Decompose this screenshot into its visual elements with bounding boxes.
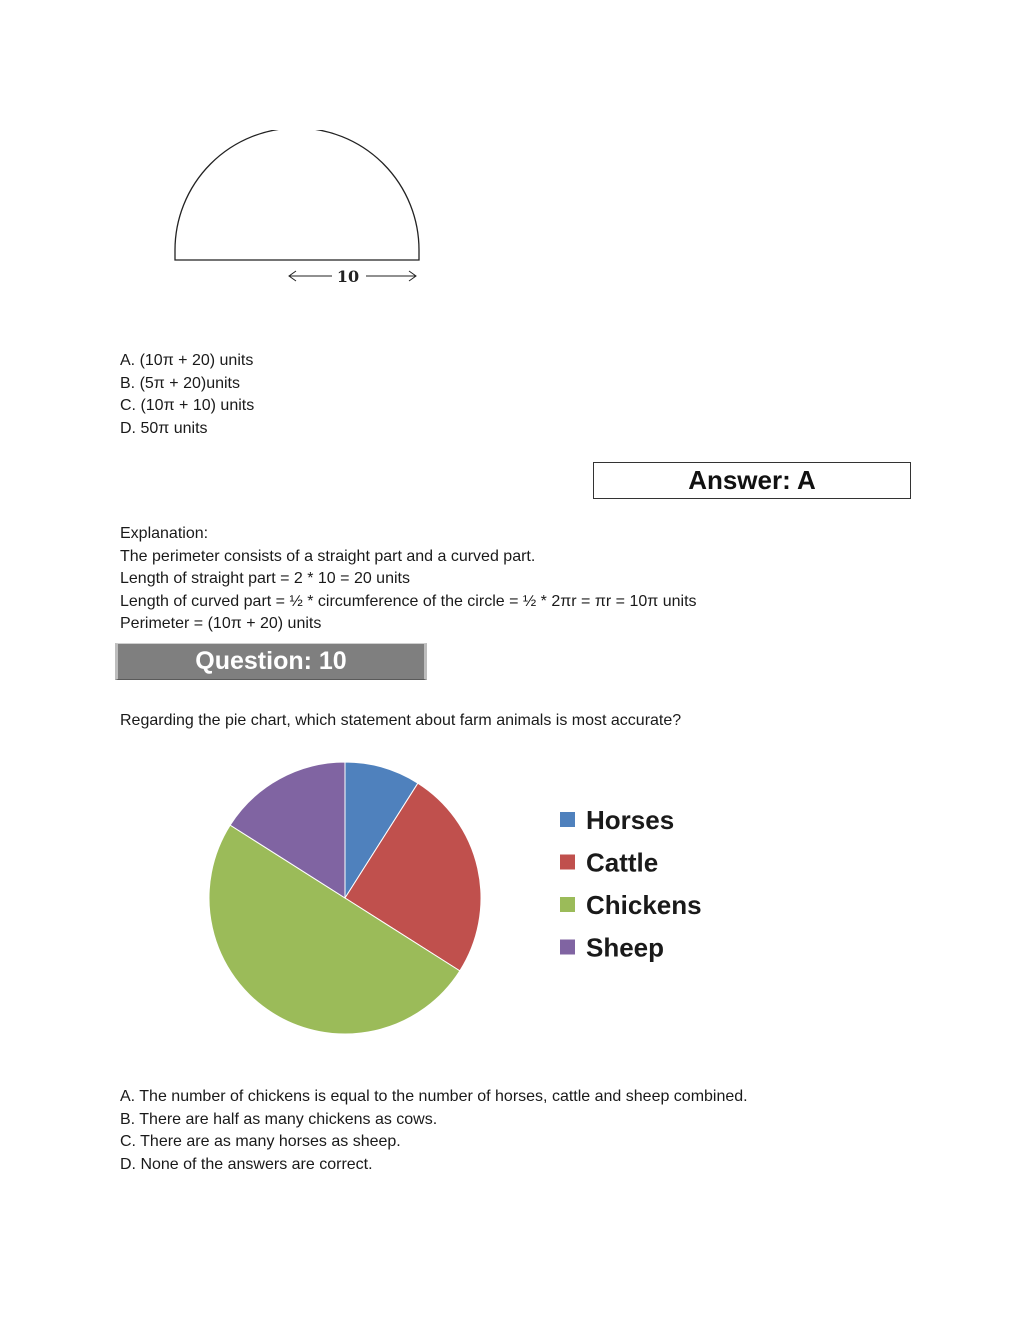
pie-slices (209, 762, 481, 1034)
legend-label-cattle: Cattle (586, 847, 659, 878)
explanation-heading: Explanation: (120, 525, 209, 542)
option-c: C. There are as many horses as sheep. (120, 1133, 401, 1150)
pie-legend (560, 805, 702, 963)
legend-label-horses: Horses (586, 805, 675, 835)
question-text: Regarding the pie chart, which statement about farm animals is most accurate? (120, 712, 682, 729)
explanation-line: Length of curved part = ½ * circumference of the circle = ½ * 2πr = πr = 10π units (120, 592, 697, 610)
legend-swatch-chickens (560, 897, 575, 912)
diameter-label: 10 (336, 267, 360, 286)
option-d: D. 50π units (120, 419, 208, 437)
explanation (120, 523, 697, 636)
answer-box (593, 462, 911, 499)
option-b: B. (5π + 20)units (120, 374, 240, 392)
legend-swatch-cattle (560, 855, 575, 870)
answer-label: Answer: A (688, 465, 816, 495)
option-c: C. (10π + 10) units (120, 397, 255, 414)
question-title: Question: 10 (195, 647, 347, 675)
option-d: D. None of the answers are correct. (120, 1155, 373, 1173)
option-a: A. The number of chickens is equal to the number of horses, cattle and sheep combined. (120, 1088, 748, 1105)
explanation-line: Length of straight part = 2 * 10 = 20 units (120, 570, 410, 587)
pie-chart (200, 752, 730, 1042)
option-b: B. There are half as many chickens as cows. (120, 1110, 438, 1128)
legend-swatch-sheep (560, 940, 575, 955)
explanation-line: Perimeter = (10π + 20) units (120, 615, 322, 632)
option-a: A. (10π + 20) units (120, 352, 254, 369)
legend-label-sheep: Sheep (586, 932, 665, 963)
question-header (115, 643, 427, 680)
question10-options (120, 1086, 748, 1176)
explanation-line: The perimeter consists of a straight part and a curved part. (120, 547, 536, 565)
semicircle-diagram (160, 130, 440, 295)
legend-swatch-horses (560, 812, 575, 827)
question9-options (120, 350, 254, 440)
legend-label-chickens: Chickens (586, 890, 702, 920)
